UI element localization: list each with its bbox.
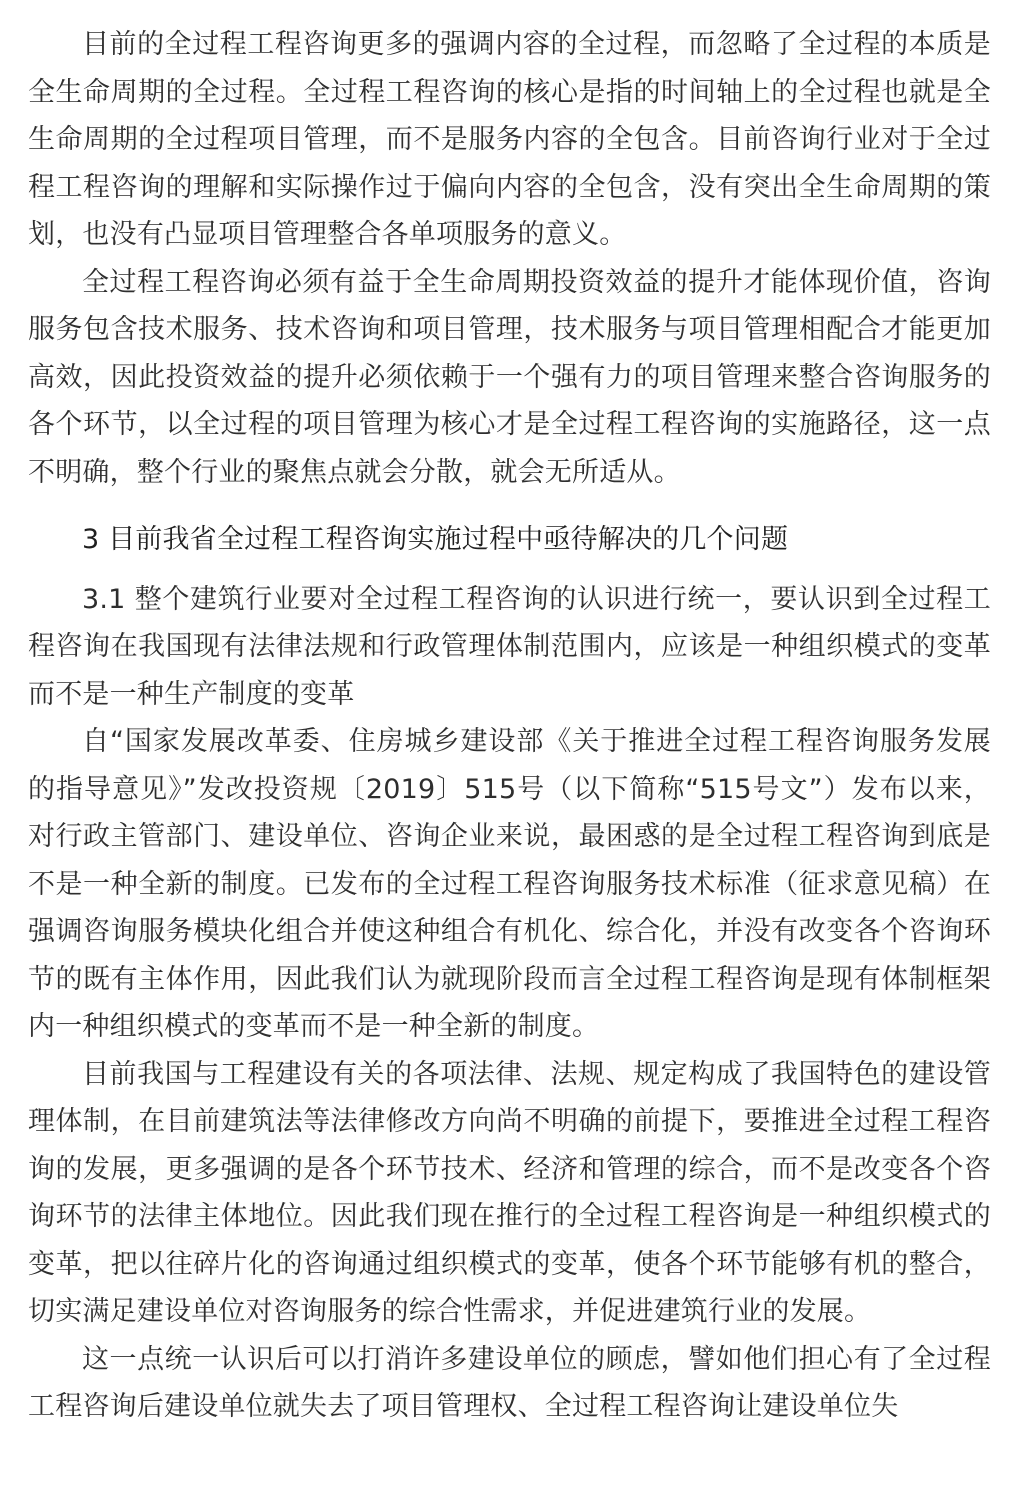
paragraph-515-document: 自“国家发展改革委、住房城乡建设部《关于推进全过程工程咨询服务发展的指导意见》”发改投资规〔2019〕515号（以下简称“515号文”）发布以来，对行政主管部门、建设单位、咨询企业来说，最困惑的是全过程工程咨询到底是不是一种全新的制度。已发布的全过程工程咨询服务技术标准（征求意见稿）在强调咨询服务模块化组合并使这种组合有机化、综合化，并没有改变各个咨询环节的既有主体作用，因此我们认为就现阶段而言全过程工程咨询是现有体制框架内一种组织模式的变革而不是一种全新的制度。 bbox=[28, 726, 991, 1042]
paragraph-lifecycle: 目前的全过程工程咨询更多的强调内容的全过程，而忽略了全过程的本质是全生命周期的全过程。全过程工程咨询的核心是指的时间轴上的全过程也就是全生命周期的全过程项目管理，而不是服务内容的全包含。目前咨询行业对于全过程工程咨询的理解和实际操作过于偏向内容的全包含，没有突出全生命周期的策划，也没有凸显项目管理整合各单项服务的意义。 bbox=[28, 29, 991, 250]
paragraph-unified-understanding: 这一点统一认识后可以打消许多建设单位的顾虑，譬如他们担心有了全过程工程咨询后建设单位就失去了项目管理权、全过程工程咨询让建设单位失 bbox=[28, 1343, 991, 1422]
paragraph-investment-benefit: 全过程工程咨询必须有益于全生命周期投资效益的提升才能体现价值，咨询服务包含技术服务、技术咨询和项目管理，技术服务与项目管理相配合才能更加高效，因此投资效益的提升必须依赖于一个强有力的项目管理来整合咨询服务的各个环节，以全过程的项目管理为核心才是全过程工程咨询的实施路径，这一点不明确，整个行业的聚焦点就会分散，就会无所适从。 bbox=[28, 266, 991, 488]
paragraph-management-system: 目前我国与工程建设有关的各项法律、法规、规定构成了我国特色的建设管理体制，在目前建筑法等法律修改方向尚不明确的前提下，要推进全过程工程咨询的发展，更多强调的是各个环节技术、经济和管理的综合，而不是改变各个咨询环节的法律主体地位。因此我们现在推行的全过程工程咨询是一种组织模式的变革，把以往碎片化的咨询通过组织模式的变革，使各个环节能够有机的整合，切实满足建设单位对咨询服务的综合性需求，并促进建筑行业的发展。 bbox=[28, 1058, 991, 1327]
section-heading: 3 目前我省全过程工程咨询实施过程中亟待解决的几个问题 bbox=[82, 524, 789, 555]
subsection-heading: 3.1 整个建筑行业要对全过程工程咨询的认识进行统一，要认识到全过程工程咨询在我国现有法律法规和行政管理体制范围内，应该是一种组织模式的变革而不是一种生产制度的变革 bbox=[28, 583, 991, 710]
